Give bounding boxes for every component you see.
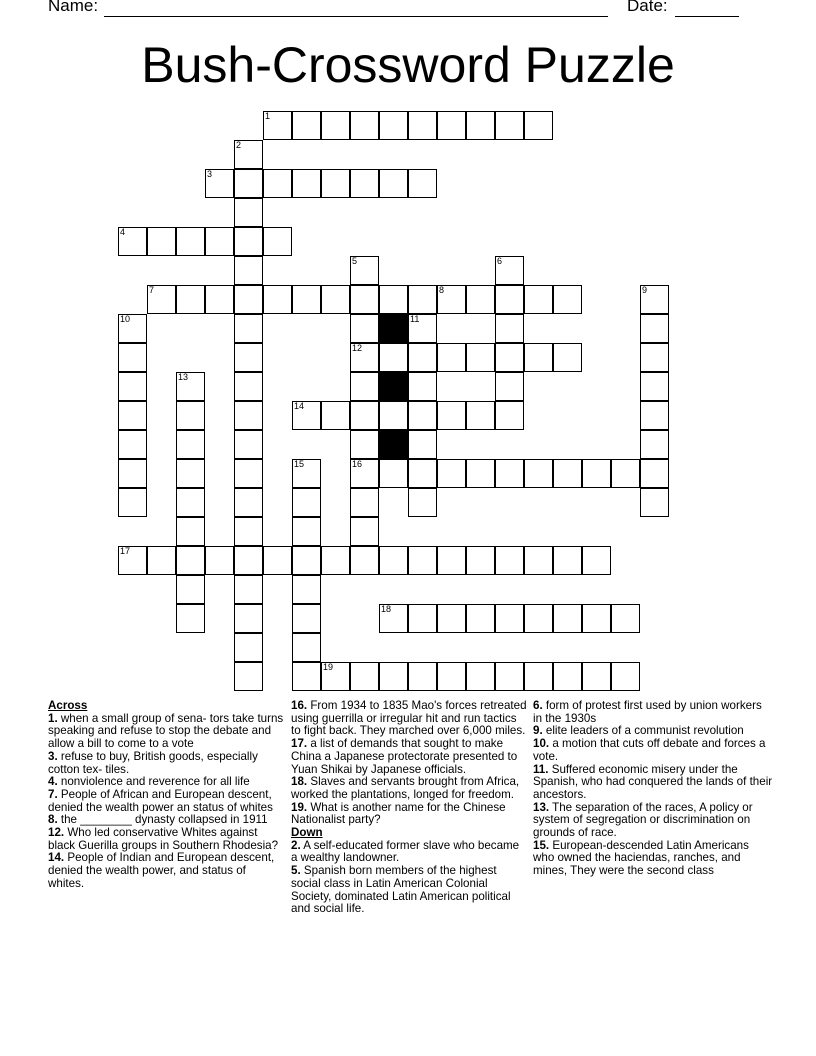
grid-cell[interactable] bbox=[176, 285, 205, 314]
clue-across-4: 4. nonviolence and reverence for all life bbox=[48, 775, 250, 789]
grid-cell[interactable] bbox=[321, 285, 350, 314]
clue-down-15: 15. European-descended Latin Americans who owned the haciendas, ranches, and mines, They were the second class bbox=[533, 838, 749, 878]
grid-cell[interactable] bbox=[234, 662, 263, 691]
name-label: Name: bbox=[48, 0, 99, 15]
clue-across-1: 1. when a small group of sena- tors take turns speaking and refuse to stop the debate and allow a bill to come to a vote bbox=[48, 711, 284, 751]
clue-across-12: 12. Who led conservative Whites against black Guerilla groups in Southern Rhodesia? bbox=[48, 826, 279, 852]
grid-cell[interactable] bbox=[118, 401, 147, 430]
grid-cell[interactable] bbox=[321, 401, 350, 430]
grid-cell[interactable] bbox=[176, 401, 205, 430]
grid-cell[interactable] bbox=[118, 314, 147, 343]
grid-cell[interactable] bbox=[176, 517, 205, 546]
grid-cell[interactable] bbox=[205, 546, 234, 575]
grid-cell[interactable] bbox=[147, 546, 176, 575]
clue-down-9: 9. elite leaders of a communist revolution bbox=[533, 724, 744, 738]
grid-cell[interactable] bbox=[437, 546, 466, 575]
grid-cell[interactable] bbox=[176, 575, 205, 604]
grid-cell[interactable] bbox=[466, 401, 495, 430]
grid-cell[interactable] bbox=[292, 517, 321, 546]
grid-cell[interactable] bbox=[205, 169, 234, 198]
grid-cell[interactable] bbox=[176, 227, 205, 256]
clue-number: 3 bbox=[207, 169, 213, 179]
grid-cell[interactable] bbox=[640, 372, 669, 401]
grid-cell[interactable] bbox=[379, 285, 408, 314]
grid-cell[interactable] bbox=[350, 401, 379, 430]
page-title: Bush-Crossword Puzzle bbox=[141, 37, 675, 93]
grid-cell[interactable] bbox=[292, 285, 321, 314]
grid-cell[interactable] bbox=[292, 488, 321, 517]
grid-cell[interactable] bbox=[118, 343, 147, 372]
grid-cell[interactable] bbox=[379, 546, 408, 575]
grid-cell[interactable] bbox=[350, 314, 379, 343]
clue-across-7: 7. People of African and European descent, denied the wealth power an status of whites bbox=[48, 787, 273, 814]
grid-cell[interactable] bbox=[321, 662, 350, 691]
grid-cell[interactable] bbox=[495, 372, 524, 401]
clue-down-5: 5. Spanish born members of the highest social class in Latin American Colonial Society, dominated Latin American political and social life. bbox=[291, 864, 511, 916]
grid-cell[interactable] bbox=[495, 285, 524, 314]
grid-cell[interactable] bbox=[379, 604, 408, 633]
clue-number: 5 bbox=[352, 256, 358, 266]
grid-cell[interactable] bbox=[437, 604, 466, 633]
grid-cell[interactable] bbox=[263, 227, 292, 256]
clue-across-17: 17. a list of demands that sought to make China a Japanese protectorate presented to Yuan Shikai by Japanese officials. bbox=[291, 737, 518, 776]
grid-cell[interactable] bbox=[466, 111, 495, 140]
grid-cell[interactable] bbox=[350, 488, 379, 517]
grid-cell[interactable] bbox=[437, 459, 466, 488]
grid-cell[interactable] bbox=[408, 662, 437, 691]
clue-across-16: 16. From 1934 to 1835 Mao's forces retreated using guerrilla or irregular hit and run tactics to fight back. They marched over 6,000 miles. bbox=[291, 699, 527, 738]
grid-cell[interactable] bbox=[118, 372, 147, 401]
clue-number: 17 bbox=[120, 546, 131, 556]
grid-cell[interactable] bbox=[466, 343, 495, 372]
clue-number: 19 bbox=[323, 662, 334, 672]
clue-number: 6 bbox=[497, 256, 503, 266]
grid-cell[interactable] bbox=[408, 546, 437, 575]
grid-cell[interactable] bbox=[263, 169, 292, 198]
grid-cell[interactable] bbox=[582, 662, 611, 691]
clue-down-10: 10. a motion that cuts off debate and forces a vote. bbox=[533, 737, 766, 763]
grid-cell[interactable] bbox=[176, 488, 205, 517]
grid-cell[interactable] bbox=[350, 459, 379, 488]
grid-cell[interactable] bbox=[379, 169, 408, 198]
grid-cell[interactable] bbox=[350, 662, 379, 691]
grid-cell[interactable] bbox=[408, 343, 437, 372]
grid-cell[interactable] bbox=[379, 111, 408, 140]
grid-cell[interactable] bbox=[437, 662, 466, 691]
clue-number: 14 bbox=[294, 401, 305, 411]
grid-cell[interactable] bbox=[408, 169, 437, 198]
grid-cell[interactable] bbox=[611, 604, 640, 633]
grid-cell[interactable] bbox=[350, 256, 379, 285]
grid-cell[interactable] bbox=[234, 633, 263, 662]
grid-cell[interactable] bbox=[466, 285, 495, 314]
grid-cell[interactable] bbox=[524, 459, 553, 488]
grid-cell[interactable] bbox=[176, 604, 205, 633]
grid-cell[interactable] bbox=[176, 430, 205, 459]
grid-cell[interactable] bbox=[495, 604, 524, 633]
grid-cell[interactable] bbox=[495, 256, 524, 285]
grid-cell[interactable] bbox=[408, 401, 437, 430]
grid-cell[interactable] bbox=[524, 343, 553, 372]
grid-cell[interactable] bbox=[553, 604, 582, 633]
grid-cell[interactable] bbox=[118, 546, 147, 575]
clue-number: 2 bbox=[236, 140, 242, 150]
grid-cell[interactable] bbox=[292, 401, 321, 430]
grid-cell[interactable] bbox=[408, 314, 437, 343]
grid-cell[interactable] bbox=[408, 604, 437, 633]
grid-cell[interactable] bbox=[495, 401, 524, 430]
grid-cell[interactable] bbox=[321, 546, 350, 575]
grid-cell[interactable] bbox=[379, 662, 408, 691]
grid-cell[interactable] bbox=[118, 227, 147, 256]
grid-cell[interactable] bbox=[350, 169, 379, 198]
down-heading: Down bbox=[291, 826, 323, 840]
grid-cell[interactable] bbox=[408, 459, 437, 488]
grid-cell[interactable] bbox=[466, 662, 495, 691]
grid-cell[interactable] bbox=[640, 285, 669, 314]
clue-number: 13 bbox=[178, 372, 189, 382]
grid-cell[interactable] bbox=[263, 111, 292, 140]
grid-cell[interactable] bbox=[437, 343, 466, 372]
grid-cell[interactable] bbox=[292, 111, 321, 140]
grid-cell[interactable] bbox=[118, 430, 147, 459]
grid-cell[interactable] bbox=[640, 314, 669, 343]
grid-cell[interactable] bbox=[205, 227, 234, 256]
grid-cell[interactable] bbox=[640, 459, 669, 488]
grid-cell[interactable] bbox=[640, 343, 669, 372]
grid-cell[interactable] bbox=[234, 227, 263, 256]
clue-number: 10 bbox=[120, 314, 131, 324]
grid-cell[interactable] bbox=[234, 256, 263, 285]
clue-number: 4 bbox=[120, 227, 126, 237]
grid-cell[interactable] bbox=[350, 546, 379, 575]
grid-cell[interactable] bbox=[292, 604, 321, 633]
grid-cell[interactable] bbox=[495, 546, 524, 575]
grid-cell[interactable] bbox=[234, 430, 263, 459]
grid-cell[interactable] bbox=[437, 285, 466, 314]
grid-cell[interactable] bbox=[640, 430, 669, 459]
grid-cell[interactable] bbox=[321, 111, 350, 140]
grid-cell[interactable] bbox=[408, 372, 437, 401]
clue-number: 16 bbox=[352, 459, 363, 469]
grid-cell[interactable] bbox=[408, 430, 437, 459]
grid-cell[interactable] bbox=[495, 343, 524, 372]
clues-column-2 bbox=[291, 700, 527, 916]
grid-cell[interactable] bbox=[524, 662, 553, 691]
grid-cell[interactable] bbox=[640, 488, 669, 517]
grid-cell[interactable] bbox=[118, 488, 147, 517]
grid-cell[interactable] bbox=[350, 430, 379, 459]
grid-cell[interactable] bbox=[466, 459, 495, 488]
grid-cell[interactable] bbox=[292, 662, 321, 691]
grid-cell[interactable] bbox=[524, 285, 553, 314]
grid-cell[interactable] bbox=[553, 459, 582, 488]
grid-cell[interactable] bbox=[553, 343, 582, 372]
grid-cell[interactable] bbox=[176, 459, 205, 488]
grid-cell[interactable] bbox=[524, 546, 553, 575]
clue-number: 11 bbox=[410, 314, 420, 324]
grid-cell[interactable] bbox=[379, 459, 408, 488]
grid-cell[interactable] bbox=[292, 459, 321, 488]
clue-number: 7 bbox=[149, 285, 155, 295]
grid-cell[interactable] bbox=[292, 169, 321, 198]
grid-cell[interactable] bbox=[466, 604, 495, 633]
grid-cell[interactable] bbox=[292, 546, 321, 575]
grid-cell[interactable] bbox=[234, 169, 263, 198]
grid-cell[interactable] bbox=[234, 604, 263, 633]
clue-number: 9 bbox=[642, 285, 648, 295]
grid-cell[interactable] bbox=[263, 285, 292, 314]
grid-cell[interactable] bbox=[234, 459, 263, 488]
grid-cell[interactable] bbox=[234, 546, 263, 575]
grid-cell[interactable] bbox=[234, 401, 263, 430]
grid-cell[interactable] bbox=[263, 546, 292, 575]
grid-cell[interactable] bbox=[611, 662, 640, 691]
grid-cell[interactable] bbox=[234, 285, 263, 314]
clue-across-3: 3. refuse to buy, British goods, especially cotton tex- tiles. bbox=[48, 749, 258, 776]
clue-number: 1 bbox=[265, 111, 271, 121]
grid-cell[interactable] bbox=[379, 401, 408, 430]
clues-column-3 bbox=[533, 700, 773, 878]
grid-cell[interactable] bbox=[466, 546, 495, 575]
grid-cell[interactable] bbox=[234, 314, 263, 343]
grid-cell[interactable] bbox=[234, 372, 263, 401]
clue-across-8: 8. the ________ dynasty collapsed in 1911 bbox=[48, 813, 268, 827]
black-square bbox=[379, 430, 408, 459]
grid-cell[interactable] bbox=[350, 285, 379, 314]
grid-cell[interactable] bbox=[147, 285, 176, 314]
grid-cell[interactable] bbox=[611, 459, 640, 488]
black-square bbox=[379, 372, 408, 401]
clue-across-19: 19. What is another name for the Chinese Nationalist party? bbox=[291, 800, 506, 827]
clues-column-1 bbox=[48, 700, 284, 891]
black-square bbox=[379, 314, 408, 343]
grid-cell[interactable] bbox=[408, 488, 437, 517]
grid-cell[interactable] bbox=[292, 633, 321, 662]
grid-cell[interactable] bbox=[495, 111, 524, 140]
grid-cell[interactable] bbox=[234, 488, 263, 517]
grid-cell[interactable] bbox=[147, 227, 176, 256]
grid-cell[interactable] bbox=[234, 517, 263, 546]
grid-cell[interactable] bbox=[408, 285, 437, 314]
across-heading: Across bbox=[48, 699, 88, 712]
grid-cell[interactable] bbox=[234, 575, 263, 604]
grid-cell[interactable] bbox=[176, 372, 205, 401]
grid-cell[interactable] bbox=[176, 546, 205, 575]
grid-cell[interactable] bbox=[437, 111, 466, 140]
grid-cell[interactable] bbox=[234, 198, 263, 227]
grid-cell[interactable] bbox=[350, 372, 379, 401]
grid-cell[interactable] bbox=[495, 662, 524, 691]
grid-cell[interactable] bbox=[350, 517, 379, 546]
clue-across-14: 14. People of Indian and European descent, denied the wealth power, and status of whites. bbox=[48, 851, 275, 890]
clue-number: 12 bbox=[352, 343, 363, 353]
grid-cell[interactable] bbox=[553, 285, 582, 314]
grid-cell[interactable] bbox=[524, 111, 553, 140]
clue-down-11: 11. Suffered economic misery under the Spanish, who had conquered the lands of their ancestors. bbox=[533, 762, 773, 801]
grid-cell[interactable] bbox=[234, 140, 263, 169]
grid-cell[interactable] bbox=[379, 343, 408, 372]
grid-cell[interactable] bbox=[553, 546, 582, 575]
grid-cell[interactable] bbox=[495, 459, 524, 488]
clue-down-2: 2. A self-educated former slave who became a wealthy landowner. bbox=[291, 838, 520, 865]
grid-cell[interactable] bbox=[582, 459, 611, 488]
grid-cell[interactable] bbox=[234, 343, 263, 372]
grid-cell[interactable] bbox=[205, 285, 234, 314]
grid-cell[interactable] bbox=[495, 314, 524, 343]
grid-cell[interactable] bbox=[350, 343, 379, 372]
grid-cell[interactable] bbox=[292, 575, 321, 604]
grid-cell[interactable] bbox=[524, 604, 553, 633]
grid-cell[interactable] bbox=[350, 111, 379, 140]
grid-cell[interactable] bbox=[118, 459, 147, 488]
clue-number: 15 bbox=[294, 459, 305, 469]
clue-number: 18 bbox=[381, 604, 392, 614]
grid-cell[interactable] bbox=[553, 662, 582, 691]
grid-cell[interactable] bbox=[640, 401, 669, 430]
date-label: Date: bbox=[627, 0, 668, 15]
grid-cell[interactable] bbox=[582, 604, 611, 633]
clue-across-18: 18. Slaves and servants brought from Africa, worked the plantations, longed for freedom. bbox=[291, 775, 520, 801]
grid-cell[interactable] bbox=[408, 111, 437, 140]
grid-cell[interactable] bbox=[582, 546, 611, 575]
clue-down-13: 13. The separation of the races, A policy or system of segregation or discrimination on grounds of race. bbox=[533, 800, 753, 840]
clue-number: 8 bbox=[439, 285, 445, 295]
grid-cell[interactable] bbox=[437, 401, 466, 430]
clue-down-6: 6. form of protest first used by union workers in the 1930s bbox=[533, 699, 762, 725]
grid-cell[interactable] bbox=[321, 169, 350, 198]
